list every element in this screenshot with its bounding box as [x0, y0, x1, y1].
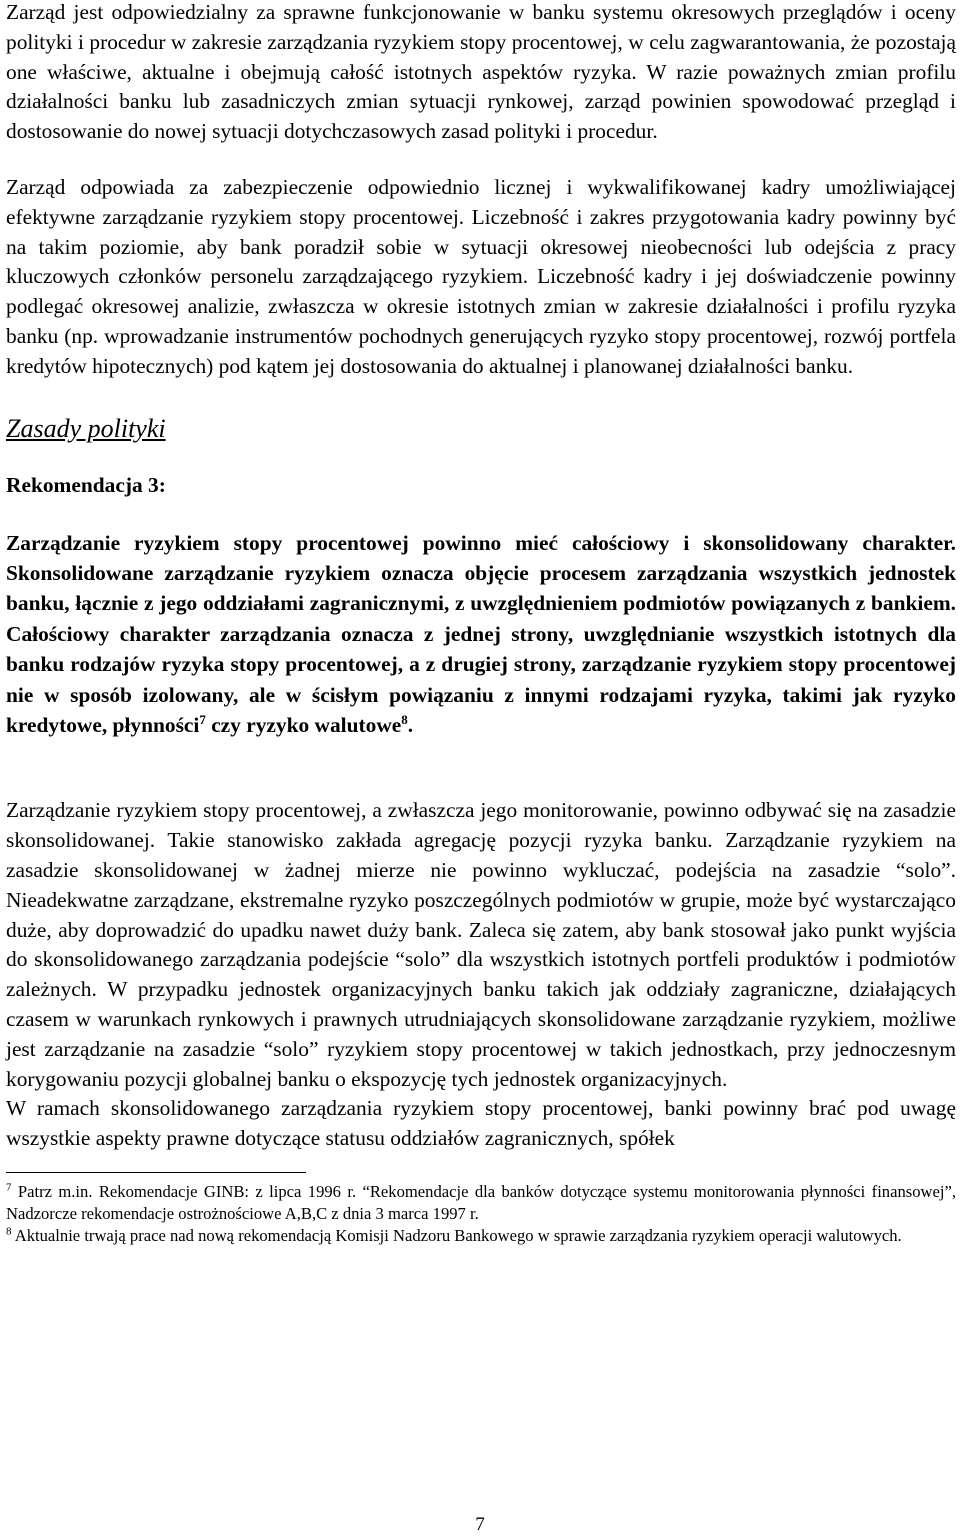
paragraph-consolidated-management: Zarządzanie ryzykiem stopy procentowej, a zwłaszcza jego monitorowanie, powinno odbywać się na zasadzie skonsolidowanej. Takie stanowisko zakłada agregację pozycji ryzyka banku. Zarządzanie ryzykiem na zasadzie skonsolidowanej w żadnej mierze nie powinno wykluczać, podejścia na zasadzie “solo”. Nieadekwatne zarządzane, ekstremalne ryzyko poszczególnych podmiotów w grupie, może być wystarczająco duże, aby doprowadzić do upadku nawet duży bank. Zaleca się zatem, aby bank stosował jako punkt wyjścia do skonsolidowanego zarządzania podejście “solo” dla wszystkich istotnych portfeli produktów i podmiotów zależnych. W przypadku jednostek organizacyjnych banku takich jak oddziały zagraniczne, działających czasem w warunkach rynkowych i prawnych utrudniających skonsolidowane zarządzanie ryzykiem, możliwe jest zarządzanie na zasadzie “solo” ryzykiem stopy procentowej w takich jednostkach, przy jednoczesnym korygowaniu pozycji globalnej banku o ekspozycję tych jednostek organizacyjnych. [6, 798, 956, 1091]
recommendation-title: Rekomendacja 3: [6, 472, 166, 497]
footnote-ref-7: 7 [199, 711, 206, 727]
paragraph-legal-aspects: W ramach skonsolidowanego zarządzania ryzykiem stopy procentowej, banki powinny brać pod uwagę wszystkie aspekty prawne dotyczące statusu oddziałów zagranicznych, spółek [6, 1096, 956, 1151]
footnote-7 [6, 1181, 956, 1225]
footnote-ref-8: 8 [401, 711, 408, 727]
recommendation-text-end: . [407, 713, 414, 737]
section-title: Zasady polityki [6, 413, 166, 443]
recommendation-text [6, 528, 956, 741]
footnote-7-text: Patrz m.in. Rekomendacje GINB: z lipca 1996 r. “Rekomendacje dla banków dotyczące systemu monitorowania płynności finansowej”, Nadzorcze rekomendacje ostrożnościowe A,B,C z dnia 3 marca 1997 r. [6, 1181, 956, 1223]
recommendation-text-main: Zarządzanie ryzykiem stopy procentowej powinno mieć całościowy i skonsolidowany charakter. Skonsolidowane zarządzanie ryzykiem oznacza objęcie procesem zarządzania wszystkich jednostek banku, łącznie z jego oddziałami zagranicznymi, z uwzględnieniem podmiotów powiązanych z bankiem. Całościowy charakter zarządzania oznacza z jednej strony, uwzględnianie wszystkich istotnych dla banku rodzajów ryzyka stopy procentowej, a z drugiej strony, zarządzanie ryzykiem stopy procentowej nie w sposób izolowany, ale w ścisłym powiązaniu z innymi rodzajami ryzyka, takimi jak ryzyko kredytowe, płynności [6, 530, 956, 737]
footnote-8-text: Aktualnie trwają prace nad nową rekomendacją Komisji Nadzoru Bankowego w sprawie zarządzania ryzykiem operacji walutowych. [11, 1225, 902, 1245]
paragraph-management-review: Zarząd jest odpowiedzialny za sprawne funkcjonowanie w banku systemu okresowych przeglądów i oceny polityki i procedur w zakresie zarządzania ryzykiem stopy procentowej, w celu zagwarantowania, że pozostają one właściwe, aktualne i obejmują całość istotnych aspektów ryzyka. W razie poważnych zmian profilu działalności banku lub zasadniczych zmian sytuacji rynkowej, zarząd powinien spowodować przegląd i dostosowanie do nowej sytuacji dotychczasowych zasad polityki i procedur. [6, 0, 956, 144]
recommendation-text-mid: czy ryzyko walutowe [205, 713, 402, 737]
page-number: 7 [475, 1514, 485, 1535]
document-page [6, 0, 956, 1247]
footnote-8-number: 8 [6, 1225, 12, 1238]
footnote-7-number: 7 [6, 1181, 12, 1194]
footnote-8 [6, 1225, 956, 1247]
paragraph-staffing: Zarząd odpowiada za zabezpieczenie odpowiednio licznej i wykwalifikowanej kadry umożliwiającej efektywne zarządzanie ryzykiem stopy procentowej. Liczebność i zakres przygotowania kadry powinny być na takim poziomie, aby bank poradził sobie w sytuacji okresowej nieobecności lub odejścia z pracy kluczowych członków personelu zarządzającego ryzykiem. Liczebność kadry i jej doświadczenie powinny podlegać okresowej analizie, zwłaszcza w okresie istotnych zmian w zakresie działalności i profilu ryzyka banku (np. wprowadzanie instrumentów pochodnych generujących ryzyko stopy procentowej, rozwój portfela kredytów hipotecznych) pod kątem jej dostosowania do aktualnej i planowanej działalności banku. [6, 174, 956, 378]
